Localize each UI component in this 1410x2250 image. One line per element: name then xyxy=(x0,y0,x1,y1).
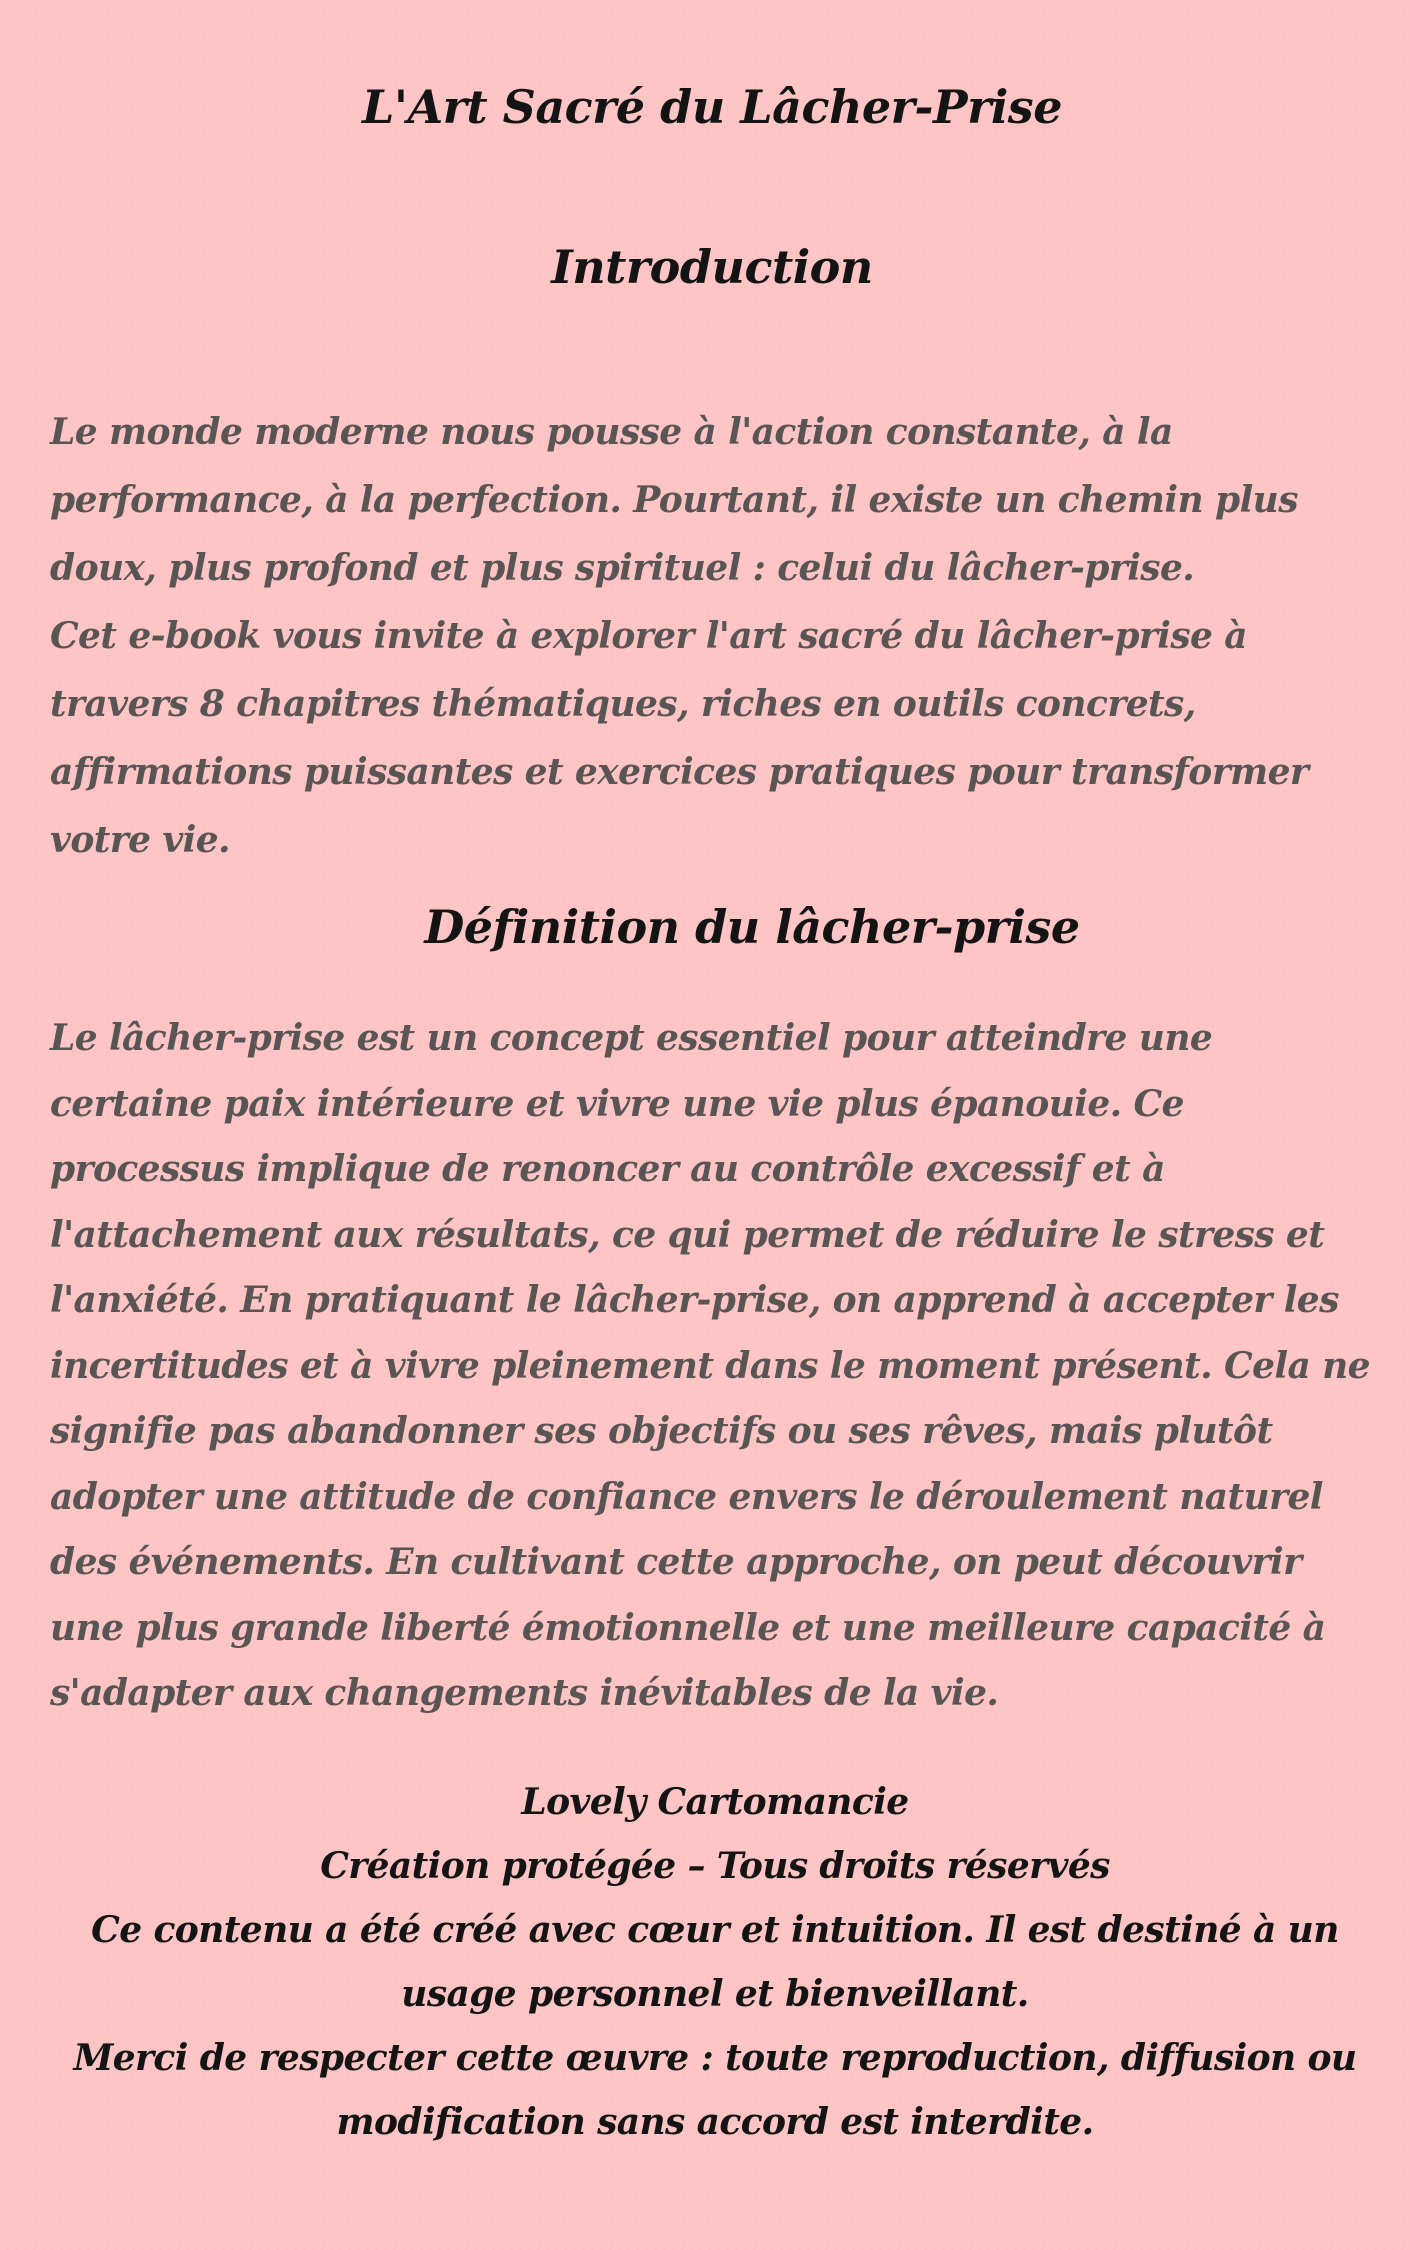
footer-note: Ce contenu a été créé avec cœur et intuition. Il est destiné à un usage personnel et bienveillant. xyxy=(91,1909,1339,2015)
definition-paragraph: Le lâcher-prise est un concept essentiel pour atteindre une certaine paix intérieure et vivre une vie plus épanouie. Ce processus implique de renoncer au contrôle excessif et à l'attachement aux résultats, ce qui permet de réduire le stress et l'anxiété. En pratiquant le lâcher-prise, on apprend à accepter les incertitudes et à vivre pleinement dans le moment présent. Cela ne signifie pas abandonner ses objectifs ou ses rêves, mais plutôt adopter une attitude de confiance envers le déroulement naturel des événements. En cultivant cette approche, on peut découvrir une plus grande liberté émotionnelle et une meilleure capacité à s'adapter aux changements inévitables de la vie. xyxy=(50,1017,1370,1714)
copyright-footer xyxy=(40,1770,1390,2154)
introduction-paragraph-1: Le monde moderne nous pousse à l'action constante, à la performance, à la perfection. Pourtant, il existe un chemin plus doux, plus profond et plus spirituel : celui du lâcher-prise. xyxy=(50,411,1298,589)
footer-warning: Merci de respecter cette œuvre : toute reproduction, diffusion ou modification sans accord est interdite. xyxy=(73,2037,1357,2143)
introduction-paragraph-2: Cet e-book vous invite à explorer l'art sacré du lâcher-prise à travers 8 chapitres thématiques, riches en outils concrets, affirmations puissantes et exercices pratiques pour transformer votre vie. xyxy=(50,615,1309,861)
section-heading-introduction: Introduction xyxy=(551,240,873,294)
section-heading-definition: Définition du lâcher-prise xyxy=(424,900,1080,954)
document-title: L'Art Sacré du Lâcher-Prise xyxy=(362,80,1062,134)
footer-rights: Création protégée – Tous droits réservés xyxy=(320,1845,1110,1887)
footer-brand: Lovely Cartomancie xyxy=(521,1781,909,1823)
